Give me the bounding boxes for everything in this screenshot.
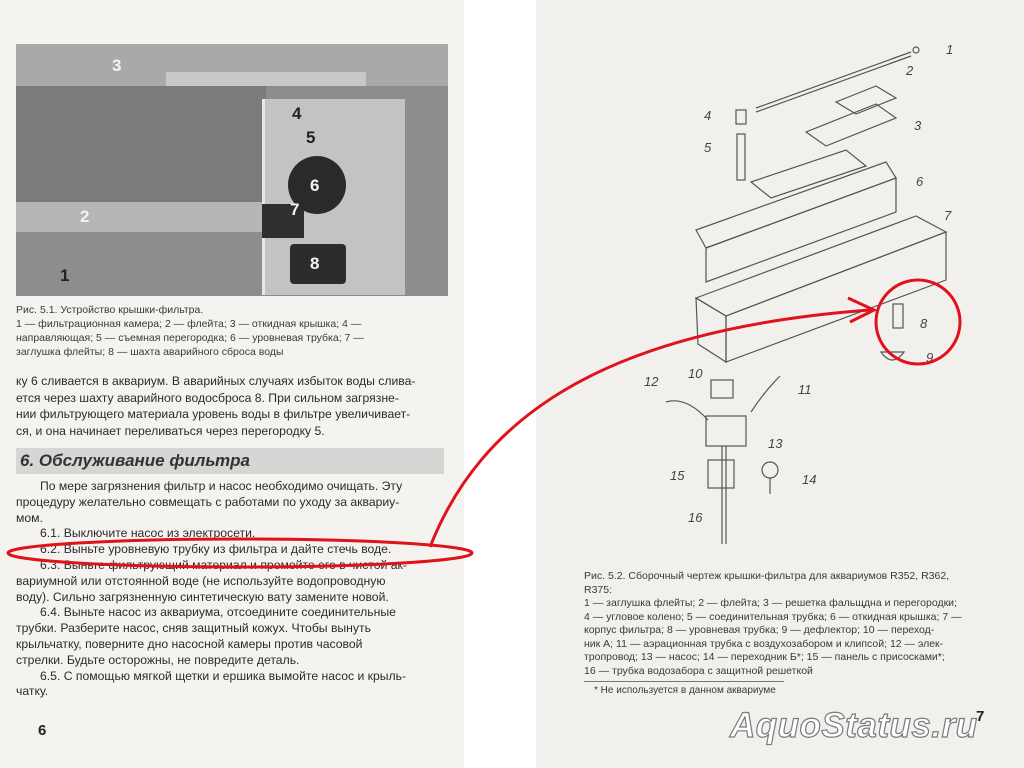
photo-label: 8 (310, 254, 320, 273)
deflector-shape (881, 352, 904, 360)
part-number-label: 5 (704, 140, 712, 155)
page-number-right: 7 (976, 708, 985, 725)
aeration-tube-line (751, 376, 780, 412)
text-line: 6.3. Выньте фильтрующий материал и промойте его в чистой ак- (40, 557, 407, 572)
part-number-label: 15 (670, 468, 685, 483)
part-number-label: 2 (906, 63, 914, 78)
part-number-label: 16 (688, 510, 703, 525)
watermark-logo: AquoStatus.ru (730, 706, 978, 745)
flute-pipe-line (756, 52, 911, 108)
part-number-label: 9 (926, 350, 934, 365)
text-line: По мере загрязнения фильтр и насос необходимо очищать. Эту (40, 479, 403, 493)
text-line: чатку. (16, 684, 49, 699)
text-line: стрелки. Будьте осторожны, не повредите деталь. (16, 652, 300, 667)
text-line: ется через шахту аварийного водосброса 8. При сильном загрязне- (16, 390, 399, 405)
text-line: ку 6 сливается в аквариум. В аварийных случаях избыток воды слива- (16, 374, 416, 388)
part-number-label: 1 (946, 42, 954, 57)
filter-lid-photo (16, 44, 448, 296)
part-number-label: 6 (916, 174, 924, 189)
text-line: трубки. Разберите насос, сняв защитный кожух. Чтобы вынуть (16, 621, 371, 636)
flute-cap-shape (913, 47, 919, 53)
caption-line: Рис. 5.1. Устройство крышки-фильтра. (16, 304, 204, 316)
suction-panel-shape (708, 460, 734, 488)
photo-hinge (166, 72, 366, 86)
photo-label: 5 (306, 128, 316, 147)
text-line: крыльчатку, поверните дно насосной камеры против часовой (16, 636, 363, 651)
text-line: вариумной или отстоянной воде (не используйте водопроводную (16, 573, 386, 588)
caption-line: 1 — заглушка флейты; 2 — флейта; 3 — решетка фальщдна и перегородки; (584, 597, 957, 609)
adapter-b-shape (762, 462, 778, 478)
caption-line: 16 — трубка водозабора с защитной решеткой (584, 664, 813, 677)
caption-line: тропровод; 13 — насос; 14 — переходник Б*; 15 — панель с присосками*; (584, 651, 945, 663)
part-number-label: 4 (704, 108, 712, 123)
text-line: мом. (16, 510, 43, 525)
elbow-shape (736, 110, 746, 124)
assembly-drawing (536, 0, 1024, 560)
caption-line: ник А; 11 — аэрационная трубка с воздухозабором и клипсой; 12 — элек- (584, 637, 944, 650)
photo-label: 7 (290, 200, 300, 219)
body-side (696, 298, 726, 362)
part-number-label: 11 (798, 382, 812, 397)
caption-line: заглушка флейты; 8 — шахта аварийного сброса воды (16, 346, 284, 358)
power-cord-line (666, 401, 708, 420)
photo-label: 2 (80, 207, 90, 226)
photo-label: 1 (60, 266, 70, 285)
text-line: ся, и она начинает переливаться через перегородку 5. (16, 423, 325, 438)
text-line: 6.1. Выключите насос из электросети. (40, 526, 256, 541)
figure-5-1-caption (16, 303, 456, 359)
grille-middle (751, 150, 866, 198)
footnote: * Не используется в данном аквариуме (594, 685, 776, 696)
part-number-label: 13 (768, 436, 783, 451)
text-line: процедуру желательно совмещать с работами по уходу за аквариу- (16, 494, 400, 509)
part-number-label: 3 (914, 118, 922, 133)
photo-dark-area (16, 86, 266, 216)
lid-front (706, 178, 896, 282)
grille-top (806, 104, 896, 146)
caption-line: 1 — фильтрационная камера; 2 — флейта; 3 — откидная крышка; 4 — (16, 318, 362, 330)
grille-small (836, 86, 896, 114)
caption-line: направляющая; 5 — съемная перегородка; 6 — уровневая трубка; 7 — (16, 332, 364, 344)
connecting-tube-shape (737, 134, 745, 180)
part-number-label: 14 (802, 472, 817, 487)
left-page (0, 0, 464, 768)
part-number-label: 10 (688, 366, 703, 381)
right-page (536, 0, 1024, 768)
intro-paragraph (16, 373, 456, 439)
body-front (726, 232, 946, 362)
adapter-a-shape (711, 380, 733, 398)
caption-line: R375: (584, 583, 613, 596)
text-line: 6.4. Выньте насос из аквариума, отсоедините соединительные (40, 605, 396, 620)
photo-flute-pipe (16, 202, 276, 232)
text-line: нии фильтрующего материала уровень воды в фильтре увеличивает- (16, 407, 411, 421)
figure-5-2-caption (584, 570, 1020, 678)
photo-label: 4 (292, 104, 302, 123)
footnote-rule (584, 681, 784, 682)
part-number-label: 7 (944, 208, 952, 223)
flute-pipe-line (756, 56, 911, 112)
part-number-label: 8 (920, 316, 928, 331)
section-body (16, 479, 456, 700)
part-number-label: 12 (644, 374, 659, 389)
pump-shape (706, 416, 746, 446)
photo-label: 6 (310, 176, 320, 195)
text-line: воду). Сильно загрязненную синтетическую вату замените новой. (16, 589, 389, 604)
highlighted-step: 6.2. Выньте уровневую трубку из фильтра и дайте стечь воде. (40, 542, 392, 557)
text-line: 6.5. С помощью мягкой щетки и ершика вымойте насос и крыль- (40, 668, 407, 683)
caption-line: Рис. 5.2. Сборочный чертеж крышки-фильтра для аквариумов R352, R362, (584, 570, 950, 582)
page-number-left: 6 (38, 722, 47, 739)
section-title: 6. Обслуживание фильтра (20, 451, 250, 470)
caption-line: корпус фильтра; 8 — уровневая трубка; 9 — дефлектор; 10 — переход- (584, 624, 935, 636)
caption-line: 4 — угловое колено; 5 — соединительная трубка; 6 — откидная крышка; 7 — (584, 610, 962, 623)
photo-label: 3 (112, 56, 122, 75)
body-top (696, 216, 946, 316)
level-tube-shape (893, 304, 903, 328)
